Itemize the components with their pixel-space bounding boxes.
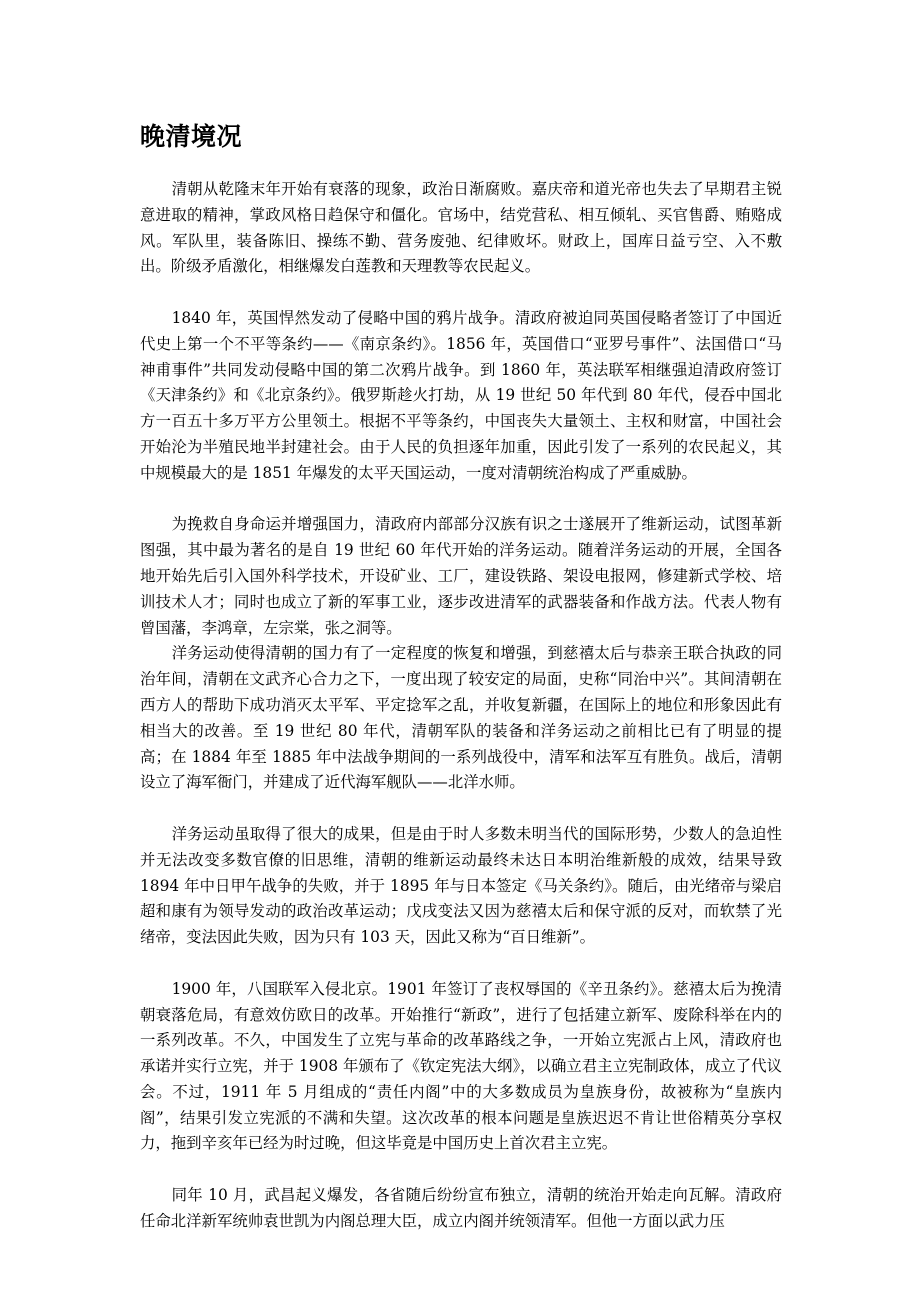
paragraph-5: 洋务运动虽取得了很大的成果，但是由于时人多数未明当代的国际形势，少数人的急迫性并无法改变多数官僚的旧思维，清朝的维新运动最终未达日本明治维新般的成效，结果导致 1894 年中日甲午战争的失败，并于 1895 年与日本签定《马关条约》。随后，由光绪帝与梁启超和康有为领导发动的政治改革运动；戊戌变法又因为慈禧太后和保守派的反对，而软禁了光绪帝，变法因此失败，因为只有 103 天，因此又称为“百日维新”。 <box>140 824 782 947</box>
document-page <box>140 118 782 1235</box>
paragraph-7: 同年 10 月，武昌起义爆发，各省随后纷纷宣布独立，清朝的统治开始走向瓦解。清政府任命北洋新军统帅袁世凯为内阁总理大臣，成立内阁并统领清军。但他一方面以武力压 <box>140 1186 782 1230</box>
page-title: 晚清境况 <box>140 122 243 151</box>
paragraph-6: 1900 年，八国联军入侵北京。1901 年签订了丧权辱国的《辛丑条约》。慈禧太后为挽清朝衰落危局，有意效仿欧日的改革。开始推行“新政”，进行了包括建立新军、废除科举在内的一系列改革。不久，中国发生了立宪与革命的改革路线之争，一开始立宪派占上风，清政府也承诺并实行立宪，并于 1908 年颁布了《钦定宪法大纲》，以确立君主立宪制政体，成立了代议会。不过，1911 年 5 月组成的“责任内阁”中的大多数成员为皇族身份，故被称为“皇族内阁”，结果引发立宪派的不满和失望。这次改革的根本问题是皇族迟迟不肯让世俗精英分享权力，拖到辛亥年已经为时过晚，但这毕竟是中国历史上首次君主立宪。 <box>140 979 782 1153</box>
paragraph-4: 洋务运动使得清朝的国力有了一定程度的恢复和增强，到慈禧太后与恭亲王联合执政的同治年间，清朝在文武齐心合力之下，一度出现了较安定的局面，史称“同治中兴”。其间清朝在西方人的帮助下成功消灭太平军、平定捻军之乱，并收复新疆，在国际上的地位和形象因此有相当大的改善。至 19 世纪 80 年代，清朝军队的装备和洋务运动之前相比已有了明显的提高；在 1884 年至 1885 年中法战争期间的一系列战役中，清军和法军互有胜负。战后，清朝设立了海军衙门，并建成了近代海军舰队——北洋水师。 <box>140 644 782 792</box>
paragraph-3: 为挽救自身命运并增强国力，清政府内部部分汉族有识之士遂展开了维新运动，试图革新图强，其中最为著名的是自 19 世纪 60 年代开始的洋务运动。随着洋务运动的开展，全国各地开始先后引入国外科学技术，开设矿业、工厂，建设铁路、架设电报网，修建新式学校、培训技术人才；同时也成立了新的军事工业，逐步改进清军的武器装备和作战方法。代表人物有曾国藩，李鸿章，左宗棠，张之洞等。 <box>140 515 782 637</box>
paragraph-1: 清朝从乾隆末年开始有衰落的现象，政治日渐腐败。嘉庆帝和道光帝也失去了早期君主锐意进取的精神，掌政风格日趋保守和僵化。官场中，结党营私、相互倾轧、买官售爵、贿赂成风。军队里，装备陈旧、操练不勤、营务废弛、纪律败坏。财政上，国库日益亏空、入不敷出。阶级矛盾激化，相继爆发白莲教和天理教等农民起义。 <box>140 180 782 276</box>
paragraph-2: 1840 年，英国悍然发动了侵略中国的鸦片战争。清政府被迫同英国侵略者签订了中国近代史上第一个不平等条约——《南京条约》。1856 年，英国借口“亚罗号事件”、法国借口“马神甫事件”共同发动侵略中国的第二次鸦片战争。到 1860 年，英法联军相继强迫清政府签订《天津条约》和《北京条约》。俄罗斯趁火打劫，从 19 世纪 50 年代到 80 年代，侵吞中国北方一百五十多万平方公里领土。根据不平等条约，中国丧失大量领土、主权和财富，中国社会开始沦为半殖民地半封建社会。由于人民的负担逐年加重，因此引发了一系列的农民起义，其中规模最大的是 1851 年爆发的太平天国运动，一度对清朝统治构成了严重威胁。 <box>140 308 782 482</box>
